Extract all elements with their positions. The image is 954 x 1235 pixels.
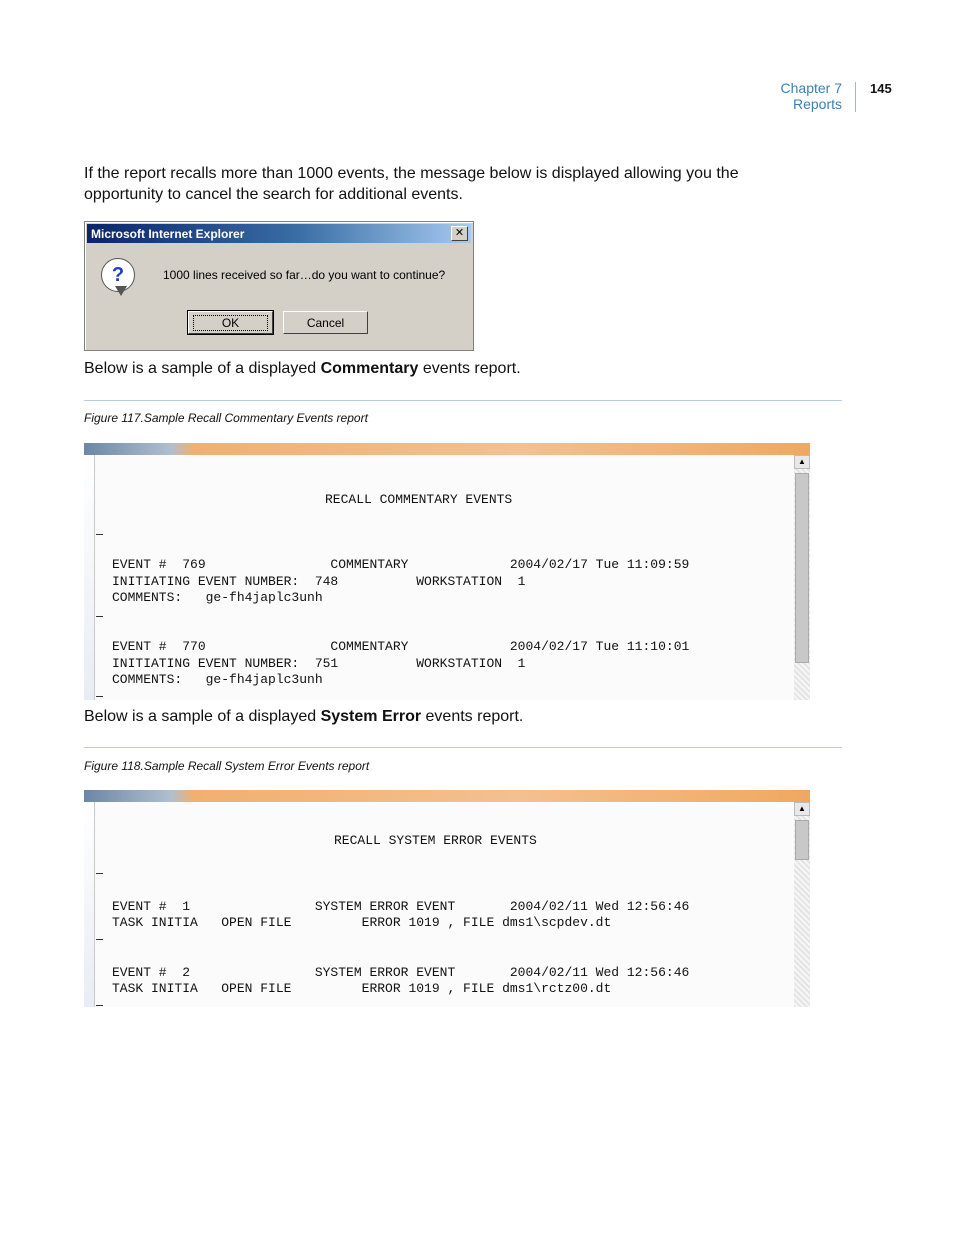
ok-button-label: OK [193,315,268,331]
question-icon: ? [101,258,135,292]
figure-117-rule [84,400,842,401]
commentary-intro-tail: events report. [418,360,521,377]
commentary-intro-text: Below is a sample of a displayed [84,360,321,377]
section-label: Reports [792,96,842,112]
system-intro-bold: System Error [320,708,422,725]
figure-118-caption: Figure 118.Sample Recall System Error Events report [84,759,370,773]
report-left-margin [84,455,95,700]
commentary-intro-bold: Commentary [320,360,419,377]
scroll-thumb[interactable] [795,820,809,860]
figure-117-caption: Figure 117.Sample Recall Commentary Events report [84,411,368,425]
scroll-up-icon[interactable]: ▲ [794,802,810,816]
cancel-button[interactable]: Cancel [283,311,368,334]
separator [96,1005,103,1006]
report-window-bar [84,790,810,802]
intro-line-2: opportunity to cancel the search for additional events. [84,186,463,203]
separator [96,939,103,940]
dialog-titlebar [87,224,471,243]
header-divider [855,82,856,112]
scroll-up-icon[interactable]: ▲ [794,455,810,469]
report-window-bar [84,443,810,455]
commentary-intro [84,358,521,379]
separator [96,616,103,617]
separator [96,534,103,535]
event-line: COMMENTS: ge-fh4japlc3unh [112,672,323,687]
separator [96,873,103,874]
report-title: RECALL COMMENTARY EVENTS [325,492,513,507]
system-intro-tail: events report. [421,708,524,725]
event-line: COMMENTS: ge-fh4japlc3unh [112,590,323,605]
report-title: RECALL SYSTEM ERROR EVENTS [334,833,537,848]
commentary-report [84,443,810,700]
event-line: TASK INITIA OPEN FILE ERROR 1019 , FILE dms1\rctz00.dt [112,981,612,996]
event-line: EVENT # 2 SYSTEM ERROR EVENT 2004/02/11 Wed 12:56:46 [112,965,690,980]
dialog-title: Microsoft Internet Explorer [91,227,245,241]
system-error-report [84,790,810,1007]
event-line: EVENT # 769 COMMENTARY 2004/02/17 Tue 11:09:59 [112,557,690,572]
confirm-dialog [84,221,474,351]
event-line: EVENT # 1 SYSTEM ERROR EVENT 2004/02/11 Wed 12:56:46 [112,899,690,914]
report-left-margin [84,802,95,1007]
question-icon-tail [115,286,127,296]
chapter-label: Chapter 7 [780,80,842,96]
dialog-message: 1000 lines received so far…do you want to continue? [163,268,446,282]
report-scrollbar[interactable] [794,802,810,1007]
separator [96,696,103,697]
scroll-thumb[interactable] [795,473,809,663]
close-icon[interactable]: ✕ [451,226,468,241]
report-scrollbar[interactable] [794,455,810,700]
event-line: INITIATING EVENT NUMBER: 751 WORKSTATION 1 [112,656,526,671]
figure-118-rule [84,747,842,748]
event-line: TASK INITIA OPEN FILE ERROR 1019 , FILE dms1\scpdev.dt [112,915,612,930]
running-header [781,80,842,112]
system-intro-text: Below is a sample of a displayed [84,708,321,725]
event-line: INITIATING EVENT NUMBER: 748 WORKSTATION 1 [112,574,526,589]
event-line: EVENT # 770 COMMENTARY 2004/02/17 Tue 11:10:01 [112,639,690,654]
page-number: 145 [870,81,892,96]
ok-button[interactable] [188,311,273,334]
system-error-intro [84,706,523,727]
intro-line-1: If the report recalls more than 1000 events, the message below is displayed allowing you the [84,165,739,182]
intro-paragraph [84,163,739,205]
